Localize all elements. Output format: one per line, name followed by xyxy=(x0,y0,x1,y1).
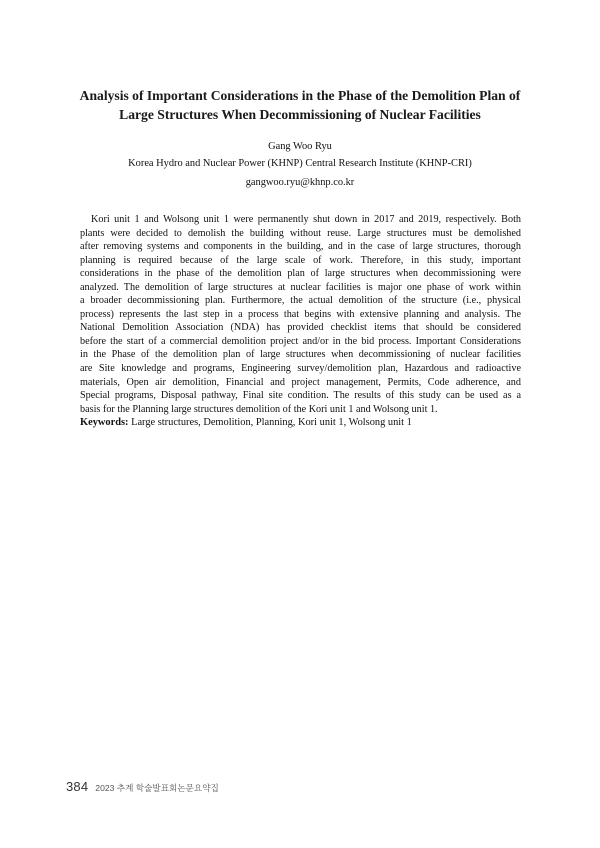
page-footer xyxy=(66,779,219,794)
paper-title xyxy=(60,86,540,124)
keywords xyxy=(80,416,521,429)
abstract-line: analyzed. The demolition of large structures at nuclear facilities is major one phase of work within xyxy=(80,281,521,293)
paper-title-line-2: Large Structures When Decommissioning of Nuclear Facilities xyxy=(119,107,481,122)
abstract xyxy=(80,213,521,416)
abstract-line: plants were decided to demolish the building without reuse. Large structures must be demolished xyxy=(80,227,521,239)
keywords-label: Keywords: xyxy=(80,417,129,428)
page-number: 384 xyxy=(66,779,89,794)
proceedings-title: 2023 추계 학술발표회논문요약집 xyxy=(95,783,219,793)
author-name: Gang Woo Ryu xyxy=(268,141,332,152)
abstract-line: in the Phase of the demolition plan of large structures when decommissioning of nuclear facilities xyxy=(80,349,521,361)
abstract-line: planning is required because of the large scale of work. Therefore, in this study, important xyxy=(80,254,521,266)
abstract-line: process) represents the last step in a process that begins with extensive planning and analysis. The xyxy=(80,308,521,320)
abstract-line: before the start of a commercial demolition project and/or in the bid process. Important Considerations xyxy=(80,335,521,347)
author-affiliation: Korea Hydro and Nuclear Power (KHNP) Central Research Institute (KHNP-CRI) xyxy=(128,158,472,169)
abstract-line: after removing systems and components in the building, and in the case of large structures, thorough xyxy=(80,241,521,253)
author-email: gangwoo.ryu@khnp.co.kr xyxy=(245,177,355,188)
keywords-text: Large structures, Demolition, Planning, Kori unit 1, Wolsong unit 1 xyxy=(131,417,412,428)
abstract-line: Special programs, Disposal pathway, Final site condition. The results of this study can be used as a xyxy=(80,390,521,402)
paper-title-line-1: Analysis of Important Considerations in the Phase of the Demolition Plan of xyxy=(79,88,521,103)
abstract-line: materials, Open air demolition, Financial and project management, Permits, Code adherence, and xyxy=(80,376,521,388)
abstract-line: National Demolition Association (NDA) has provided checklist items that should be considered xyxy=(80,322,521,334)
abstract-line: considerations in the phase of the demolition plan of large structures when decommissioning were xyxy=(80,268,521,280)
abstract-line: a broader decommissioning plan. Furthermore, the actual demolition of the structure (i.e., physical xyxy=(80,295,521,307)
abstract-line: basis for the Planning large structures demolition of the Kori unit 1 and Wolsong unit 1. xyxy=(80,403,438,415)
abstract-line: are Site knowledge and programs, Engineering survey/demolition plan, Hazardous and radioactive xyxy=(80,363,521,375)
abstract-line: Kori unit 1 and Wolsong unit 1 were permanently shut down in 2017 and 2019, respectively. Both xyxy=(91,214,521,225)
